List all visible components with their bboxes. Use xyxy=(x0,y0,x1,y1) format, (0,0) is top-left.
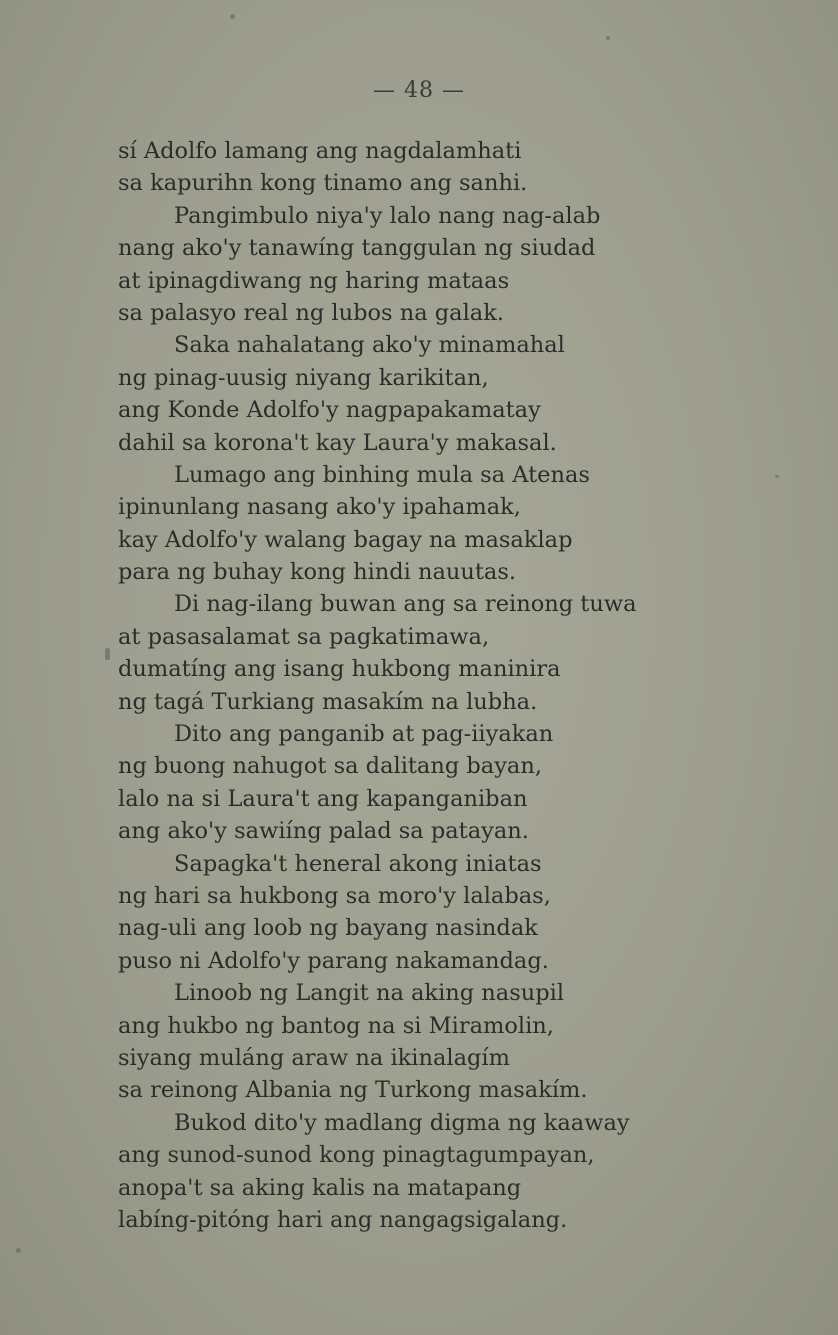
verse-line: ang sunod-sunod kong pinagtagumpayan, xyxy=(118,1142,595,1169)
verse-line: ng hari sa hukbong sa moro'y lalabas, xyxy=(118,882,551,909)
verse-line: at pasasalamat sa pagkatimawa, xyxy=(118,623,490,650)
verse-line: ng pinag-uusig niyang karikitan, xyxy=(118,364,489,391)
stanza xyxy=(118,1107,758,1237)
verse-line: Di nag-ilang buwan ang sa reinong tuwa xyxy=(174,591,637,618)
verse-line: Bukod dito'y madlang digma ng kaaway xyxy=(174,1109,630,1136)
stanza xyxy=(118,848,758,978)
verse-line: sa kapurihn kong tinamo ang sanhi. xyxy=(118,170,528,197)
verse-line: sa reinong Albania ng Turkong masakím. xyxy=(118,1077,588,1104)
verse-line: para ng buhay kong hindi nauutas. xyxy=(118,559,517,586)
verse-line: puso ni Adolfo'y parang nakamandag. xyxy=(118,947,549,974)
verse-line: Sapagka't heneral akong iniatas xyxy=(174,850,542,877)
stanza xyxy=(118,329,758,459)
verse-line: nang ako'y tanawíng tanggulan ng siudad xyxy=(118,235,596,262)
stanza xyxy=(118,977,758,1107)
verse-line: ng tagá Turkiang masakím na lubha. xyxy=(118,688,538,715)
verse-line: Pangimbulo niya'y lalo nang nag-alab xyxy=(174,202,601,229)
verse-line: Saka nahalatang ako'y minamahal xyxy=(174,332,565,359)
poem-body xyxy=(118,135,758,1236)
verse-line: kay Adolfo'y walang bagay na masaklap xyxy=(118,526,573,553)
verse-line: dumatíng ang isang hukbong maninira xyxy=(118,656,561,683)
verse-line: ang hukbo ng bantog na si Miramolin, xyxy=(118,1012,554,1039)
paper-speck xyxy=(105,648,110,660)
verse-line: ipinunlang nasang ako'y ipahamak, xyxy=(118,494,521,521)
verse-line: Lumago ang binhing mula sa Atenas xyxy=(174,461,590,488)
verse-line: ng buong nahugot sa dalitang bayan, xyxy=(118,753,542,780)
stanza xyxy=(118,459,758,589)
verse-line: dahil sa korona't kay Laura'y makasal. xyxy=(118,429,557,456)
paper-speck xyxy=(606,36,610,40)
verse-line: nag-uli ang loob ng bayang nasindak xyxy=(118,915,538,942)
verse-line: Linoob ng Langit na aking nasupil xyxy=(174,980,565,1007)
stanza xyxy=(118,718,758,848)
verse-line: sí Adolfo lamang ang nagdalamhati xyxy=(118,138,522,164)
paper-speck xyxy=(230,14,235,19)
verse-line: sa palasyo real ng lubos na galak. xyxy=(118,299,504,326)
verse-line: ang ako'y sawiíng palad sa patayan. xyxy=(118,818,529,845)
verse-line: siyang muláng araw na ikinalagím xyxy=(118,1044,510,1071)
verse-line: Dito ang panganib at pag-iiyakan xyxy=(174,721,554,748)
verse-line: lalo na si Laura't ang kapanganiban xyxy=(118,785,528,812)
paper-speck xyxy=(775,475,779,478)
page-number: — 48 — xyxy=(373,78,465,103)
stanza xyxy=(118,588,758,718)
verse-line: labíng-pitóng hari ang nangagsigalang. xyxy=(118,1206,568,1233)
paper-speck xyxy=(16,1248,21,1253)
verse-line: ang Konde Adolfo'y nagpapakamatay xyxy=(118,397,541,424)
stanza xyxy=(118,200,758,330)
verse-line: anopa't sa aking kalis na matapang xyxy=(118,1174,522,1201)
verse-line: at ipinagdiwang ng haring mataas xyxy=(118,267,510,294)
stanza xyxy=(118,135,758,200)
